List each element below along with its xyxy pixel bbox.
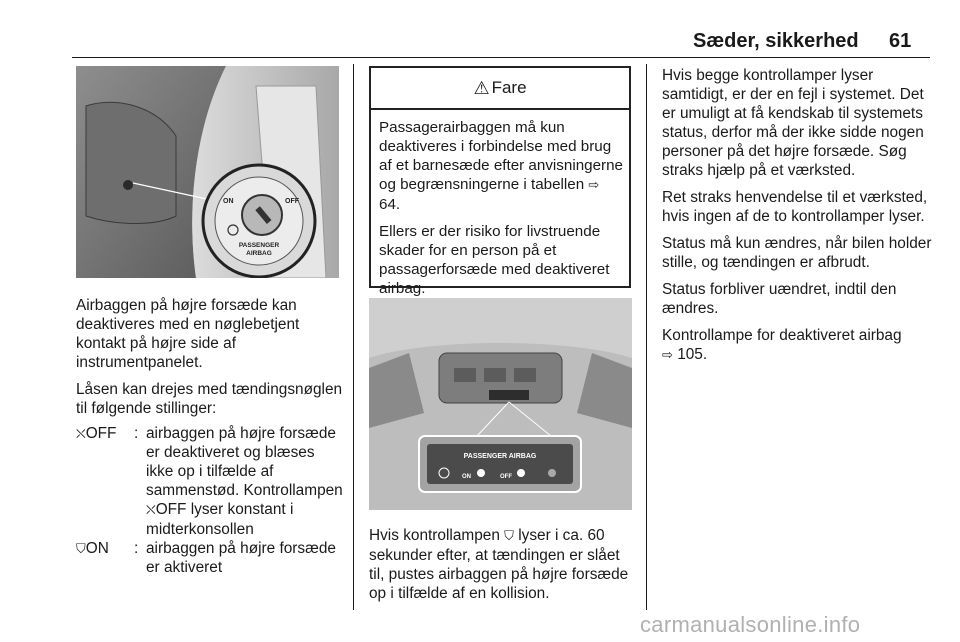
seat-airbag-on-icon: ⛉ xyxy=(504,529,514,544)
column-divider-1 xyxy=(353,64,354,610)
warning-box xyxy=(369,66,631,297)
definition-sep: : xyxy=(134,425,139,442)
seat-airbag-off-icon: ⛌ xyxy=(146,503,156,518)
page-header-title: Sæder, sikkerhed xyxy=(693,30,859,52)
switch-airbag-label: AIRBAG xyxy=(246,250,272,257)
switch-passenger-label: PASSENGER xyxy=(238,242,280,249)
paragraph: Status må kun ændres, når bilen holder stille, og tændingen er afbrudt. xyxy=(662,235,932,271)
console-off-label: OFF xyxy=(500,474,512,480)
paragraph: Status forbliver uændret, indtil den ændres. xyxy=(662,281,897,317)
definition-term: ⛌OFF xyxy=(76,425,117,442)
paragraph: Ret straks henvendelse til et værksted, hvis ingen af de to kontrollamper lyser. xyxy=(662,189,928,225)
switch-off-label: OFF xyxy=(285,198,299,205)
switch-on-label: ON xyxy=(223,198,234,205)
paragraph: Hvis kontrollampen ⛉ lyser i ca. 60 sekunder efter, at tændingen er slået til, pustes airbaggen på højre forsæde op i tilfælde af en kollision. xyxy=(369,527,629,602)
paragraph: Hvis begge kontrollamper lyser samtidigt, er der en fejl i systemet. Det er umuligt at få kendskab til systemets status, derfor må der ikke sidde nogen personer på det højre forsæde. Søg straks hjælp på et værksted. xyxy=(662,67,924,179)
console-on-label: ON xyxy=(462,474,471,480)
paragraph: Ellers er der risiko for livstruende skader for en person på et passagerforsæde med deaktiveret airbag. xyxy=(379,223,610,297)
page-ref-arrow-icon: ⇨ xyxy=(588,178,600,193)
paragraph: Låsen kan drejes med tændingsnøglen til følgende stillinger: xyxy=(76,381,343,417)
warning-title: Fare xyxy=(491,78,527,97)
console-passenger-airbag-label: PASSENGER AIRBAG xyxy=(463,453,537,460)
definition-desc: airbaggen på højre forsæde er deaktiveret og blæses ikke op i tilfælde af sammenstød. Kontrollampen ⛌OFF lyser konstant i midterkonsollen xyxy=(146,425,343,538)
definition-desc: airbaggen på højre forsæde er aktiveret xyxy=(146,540,336,576)
column-divider-2 xyxy=(646,64,647,610)
definition-sep: : xyxy=(134,540,139,557)
airbag-key-switch-figure xyxy=(76,66,339,278)
definition-list xyxy=(76,424,344,577)
seat-airbag-off-icon: ⛌ xyxy=(76,427,86,442)
column-3-text xyxy=(662,66,932,373)
warning-header xyxy=(371,68,629,110)
paragraph: Kontrollampe for deaktiveret airbag ⇨ 105. xyxy=(662,327,902,363)
warning-triangle-icon: ⚠ xyxy=(473,77,490,98)
paragraph: Airbaggen på højre forsæde kan deaktiveres med en nøglebetjent kontakt på højre side af instrumentpanelet. xyxy=(76,297,300,371)
column-1-text xyxy=(76,296,344,577)
watermark: carmanualsonline.info xyxy=(640,612,861,637)
overhead-console-figure xyxy=(369,298,632,510)
warning-body xyxy=(371,110,629,298)
header-rule xyxy=(72,57,930,58)
page-number: 61 xyxy=(889,30,912,52)
seat-airbag-on-icon: ⛉ xyxy=(76,542,86,557)
page-ref-arrow-icon: ⇨ xyxy=(662,348,673,363)
paragraph: Passagerairbaggen må kun deaktiveres i forbindelse med brug af et barnesæde efter anvisningerne og begrænsningerne i tabellen ⇨ 64. xyxy=(379,119,624,213)
column-2-text xyxy=(369,526,637,611)
definition-term: ⛉ON xyxy=(76,540,109,557)
